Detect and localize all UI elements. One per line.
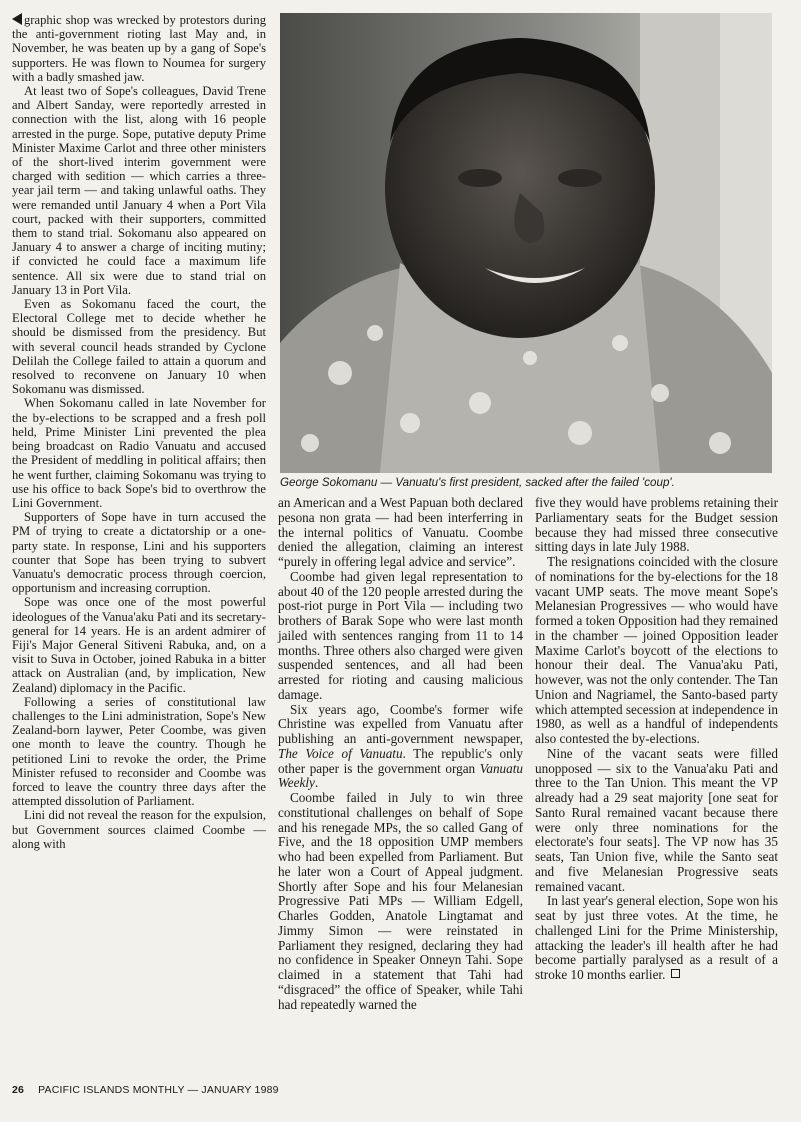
paragraph: five they would have problems retaining their Parliamentary seats for the Budget session because they had missed three consecutive sitting days in late July 1988. <box>535 495 778 555</box>
article-column-2 <box>278 496 523 1012</box>
continuation-arrow-icon <box>12 13 22 25</box>
page-number: 26 <box>12 1084 25 1096</box>
paragraph: Six years ago, Coombe's former wife Christine was expelled from Vanuatu after publishing an anti-government newspaper, The Voice of Vanuatu. The republic's only other paper is the government organ Vanuatu Weekly. <box>278 701 523 791</box>
photo-caption: George Sokomanu — Vanuatu's first president, sacked after the failed 'coup'. <box>280 476 675 489</box>
paragraph: Sope was once one of the most powerful ideologues of the Vanua'aku Pati and its secretary-general for 14 years. He is an ardent admirer of Fiji's Major General Sitiveni Rabuka, and, on a visit to Suva in October, joined Rabuka in a bitter attack on Australian (and, by implication, New Zealand) diplomacy in the Pacific. <box>12 595 266 695</box>
paragraph: Nine of the vacant seats were filled unopposed — six to the Vanua'aku Pati and three to the Tan Union. This meant the VP already had a 29 seat majority [one seat for Santo Rural remained vacant because there were only three nominations for the electorate's four seats]. The VP now has 35 seats, Tan Union five, while the Santo seat and five Melanesian Progressive seats remained vacant. <box>535 745 778 894</box>
newspaper-title: The Voice of Vanuatu <box>278 745 403 761</box>
article-column-3 <box>535 496 778 983</box>
page-footer <box>12 1084 279 1096</box>
paragraph: In last year's general election, Sope won his seat by just three votes. At the time, he challenged Lini for the Prime Ministership, attacking the leader's ill health after he had become partially paralysed as a result of a stroke 10 months earlier. <box>535 893 778 982</box>
paragraph: The resignations coincided with the closure of nominations for the by-elections for the 18 vacant UMP seats. The move meant Sope's Melanesian Progressives — who would have formed a token Opposition had they remained in the chamber — joined Opposition leader Maxime Carlot's boycott of the elections to honour their deal. The Vanua'aku Pati, however, was not the only contender. The Tan Union and Nagriamel, the Santo-based party which attempted secession at independence in 1980, as well as a handful of independents also contested the by-elections. <box>535 554 778 746</box>
end-of-article-mark-icon <box>671 969 680 978</box>
paragraph: At least two of Sope's colleagues, David Trene and Albert Sanday, were reportedly arrested in connection with the list, along with 16 people arrested in the purge. Sope, putative deputy Prime Minister Maxime Carlot and three other ministers of the short-lived interim government were charged with sedition — which carries a three-year jail term — and taking unlawful oaths. They were remanded until January 4 when a Port Vila court, packed with their supporters, committed them to stand trial. Sokomanu also appeared on January 4 to answer a charge of inciting mutiny; if convicted he could face a maximum life sentence. All six were due to stand trial on January 13 in Port Vila. <box>12 84 266 297</box>
portrait-photo-illustration <box>280 13 772 473</box>
publication-line: PACIFIC ISLANDS MONTHLY — JANUARY 1989 <box>38 1084 279 1096</box>
paragraph: Following a series of constitutional law challenges to the Lini administration, Sope's New Zealand-born laywer, Peter Coombe, was given one month to leave the country. Though he petitioned Lini to revoke the order, the Prime Minister refused to reconsider and Coombe was forced to leave the country three days after the attempted dissolution of Parliament. <box>12 694 266 809</box>
paragraph: Supporters of Sope have in turn accused the PM of trying to create a dictatorship or a one-party state. In response, Lini and his supporters counter that Sope has been trying to subvert Vanuatu's democratic process through coercion, opportunism and increasing corruption. <box>12 510 266 596</box>
paragraph: Even as Sokomanu faced the court, the Electoral College met to decide whether he should be dismissed from the presidency. But with several council heads stranded by Cyclone Delilah the College failed to attain a quorum and resolved to reconvene on January 10 when Sokomanu was dismissed. <box>12 297 266 397</box>
paragraph: graphic shop was wrecked by protestors during the anti-government rioting last May and, in November, he was beaten up by a gang of Sope's supporters. He was flown to Noumea for surgery with a badly smashed jaw. <box>12 13 266 84</box>
paragraph: Coombe had given legal representation to about 40 of the 120 people arrested during the post-riot purge in Port Vila — including two brothers of Barak Sope who were last month jailed with sentences ranging from 11 to 14 months. Three others also charged were given suspended sentences, and all had been arrested for rioting and causing malicious damage. <box>278 568 523 702</box>
portrait-photo <box>280 13 772 473</box>
paragraph: an American and a West Papuan both declared pesona non grata — had been interferring in the internal politics of Vanuatu. Coombe denied the allegation, claiming an interest “purely in offering legal advice and service”. <box>278 495 523 569</box>
newspaper-title: Vanuatu Weekly <box>278 760 523 791</box>
paragraph: Lini did not reveal the reason for the expulsion, but Government sources claimed Coombe — along with <box>12 808 266 851</box>
article-column-1 <box>12 13 266 851</box>
paragraph: Coombe failed in July to win three constitutional challenges on behalf of Sope and his renegade MPs, the so called Gang of Five, and the 18 opposition UMP members who had been expelled from Parliament. But he later won a Court of Appeal judgment. Shortly after Sope and his four Melanesian Progressive Pati MPs — William Edgell, Charles Godden, Anatole Lingtamat and Jimmy Simon — were reinstated in Parliament they resigned, declaring they had no confidence in Speaker Onneyn Tahi. Sope claimed in a statement that Tahi had “disgraced” the office of Speaker, while Tahi had repeatedly warned the <box>278 790 523 1012</box>
paragraph: When Sokomanu called in late November for the by-elections to be scrapped and a fresh poll held, Prime Minister Lini prevented the plea being broadcast on Radio Vanuatu and accused the President of meddling in political affairs; then he went further, claiming Sokomanu was trying to use his office to back Sope's bid to overthrow the Lini Government. <box>12 396 266 510</box>
